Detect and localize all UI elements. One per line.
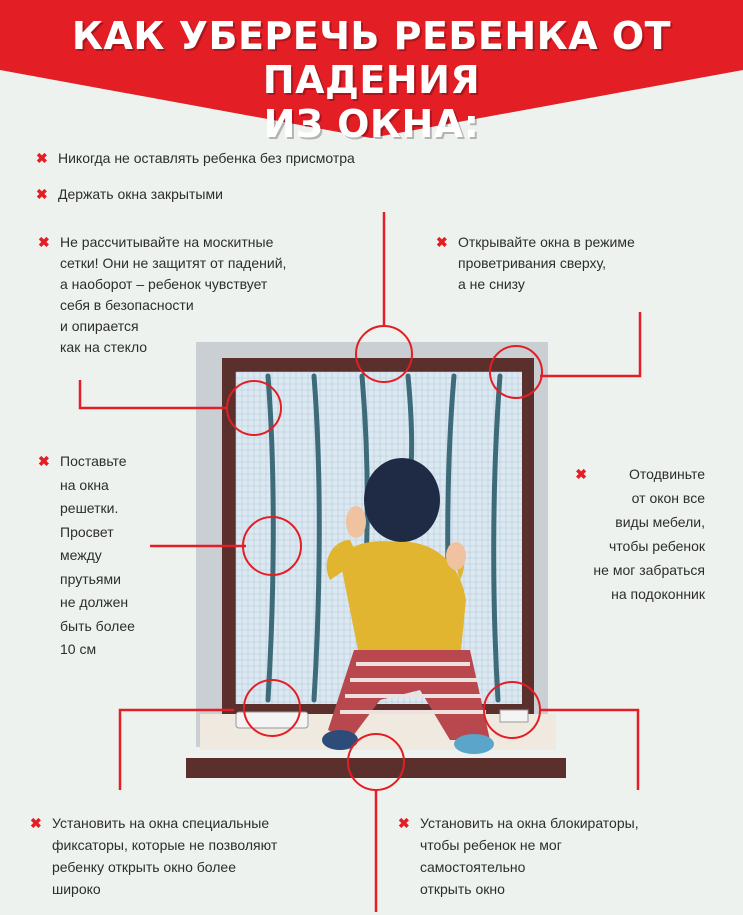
tip-line: 10 см — [60, 641, 97, 657]
tip-line: на подоконник — [611, 586, 705, 602]
tip-line: себя в безопасности — [60, 297, 194, 313]
tip-supervision — [36, 148, 355, 169]
tip-line: решетки. — [60, 500, 119, 516]
red-cross-icon: ✖ — [30, 815, 42, 831]
child-hair — [364, 458, 440, 542]
tip-line: быть более — [60, 617, 135, 634]
tip-line: Держать окна закрытыми — [58, 186, 223, 202]
window-blocker — [500, 710, 528, 722]
tip-move-furniture — [555, 462, 705, 606]
tip-line: Не рассчитывайте на москитные — [60, 234, 274, 250]
tip-line: ребенку открыть окно более — [52, 859, 236, 875]
red-cross-icon: ✖ — [398, 815, 410, 831]
tip-window-bars — [38, 450, 200, 662]
red-cross-icon: ✖ — [38, 234, 50, 250]
tip-line: сетки! Они не защитят от падений, — [60, 255, 287, 271]
tip-line: Установить на окна блокираторы, — [420, 815, 639, 831]
tip-line: широко — [52, 881, 101, 897]
child-right-shoe — [454, 734, 494, 754]
tip-line: Отодвиньте — [628, 466, 705, 482]
red-cross-icon: ✖ — [36, 186, 48, 202]
red-cross-icon: ✖ — [575, 466, 587, 482]
tip-line: чтобы ребенок не мог — [420, 837, 562, 853]
tip-line: а не снизу — [458, 276, 525, 292]
tip-limiters — [30, 812, 372, 900]
tip-ventilation — [436, 232, 728, 295]
tip-line: между — [60, 547, 102, 563]
title-line-2: ИЗ ОКНА: — [263, 102, 480, 146]
red-cross-icon: ✖ — [36, 150, 48, 166]
tip-line: на окна — [60, 476, 109, 493]
tip-line: как на стекло — [60, 339, 148, 355]
tip-mosquito-nets — [38, 232, 380, 358]
red-cross-icon: ✖ — [436, 234, 448, 250]
tip-line: открыть окно — [420, 881, 505, 897]
tip-line: Просвет — [60, 523, 114, 540]
tip-line: не мог забраться — [593, 562, 705, 578]
child-left-hand — [346, 506, 366, 538]
tip-blockers — [398, 812, 720, 900]
tip-line: прутьями — [60, 570, 121, 587]
child-right-hand — [446, 542, 466, 570]
tip-line: фиксаторы, которые не позволяют — [52, 837, 278, 853]
tip-line: и опирается — [60, 318, 139, 334]
tip-line: Никогда не оставлять ребенка без присмотра — [58, 150, 355, 166]
tip-line: не должен — [60, 594, 129, 610]
tip-line: Установить на окна специальные — [52, 815, 270, 831]
tip-line: проветривания сверху, — [458, 255, 607, 271]
tip-keep-closed — [36, 184, 223, 205]
tip-line: от окон все — [631, 490, 705, 506]
red-cross-icon: ✖ — [38, 453, 50, 469]
tip-line: а наоборот – ребенок чувствует — [60, 276, 268, 292]
tip-line: виды мебели, — [615, 514, 705, 530]
sill-base — [186, 758, 566, 778]
tip-line: самостоятельно — [420, 859, 526, 875]
tip-line: чтобы ребенок — [608, 538, 705, 554]
title-line-1: КАК УБЕРЕЧЬ РЕБЕНКА ОТ ПАДЕНИЯ — [71, 14, 672, 102]
tip-line: Открывайте окна в режиме — [458, 234, 635, 250]
tip-line: Поставьте — [60, 453, 127, 469]
